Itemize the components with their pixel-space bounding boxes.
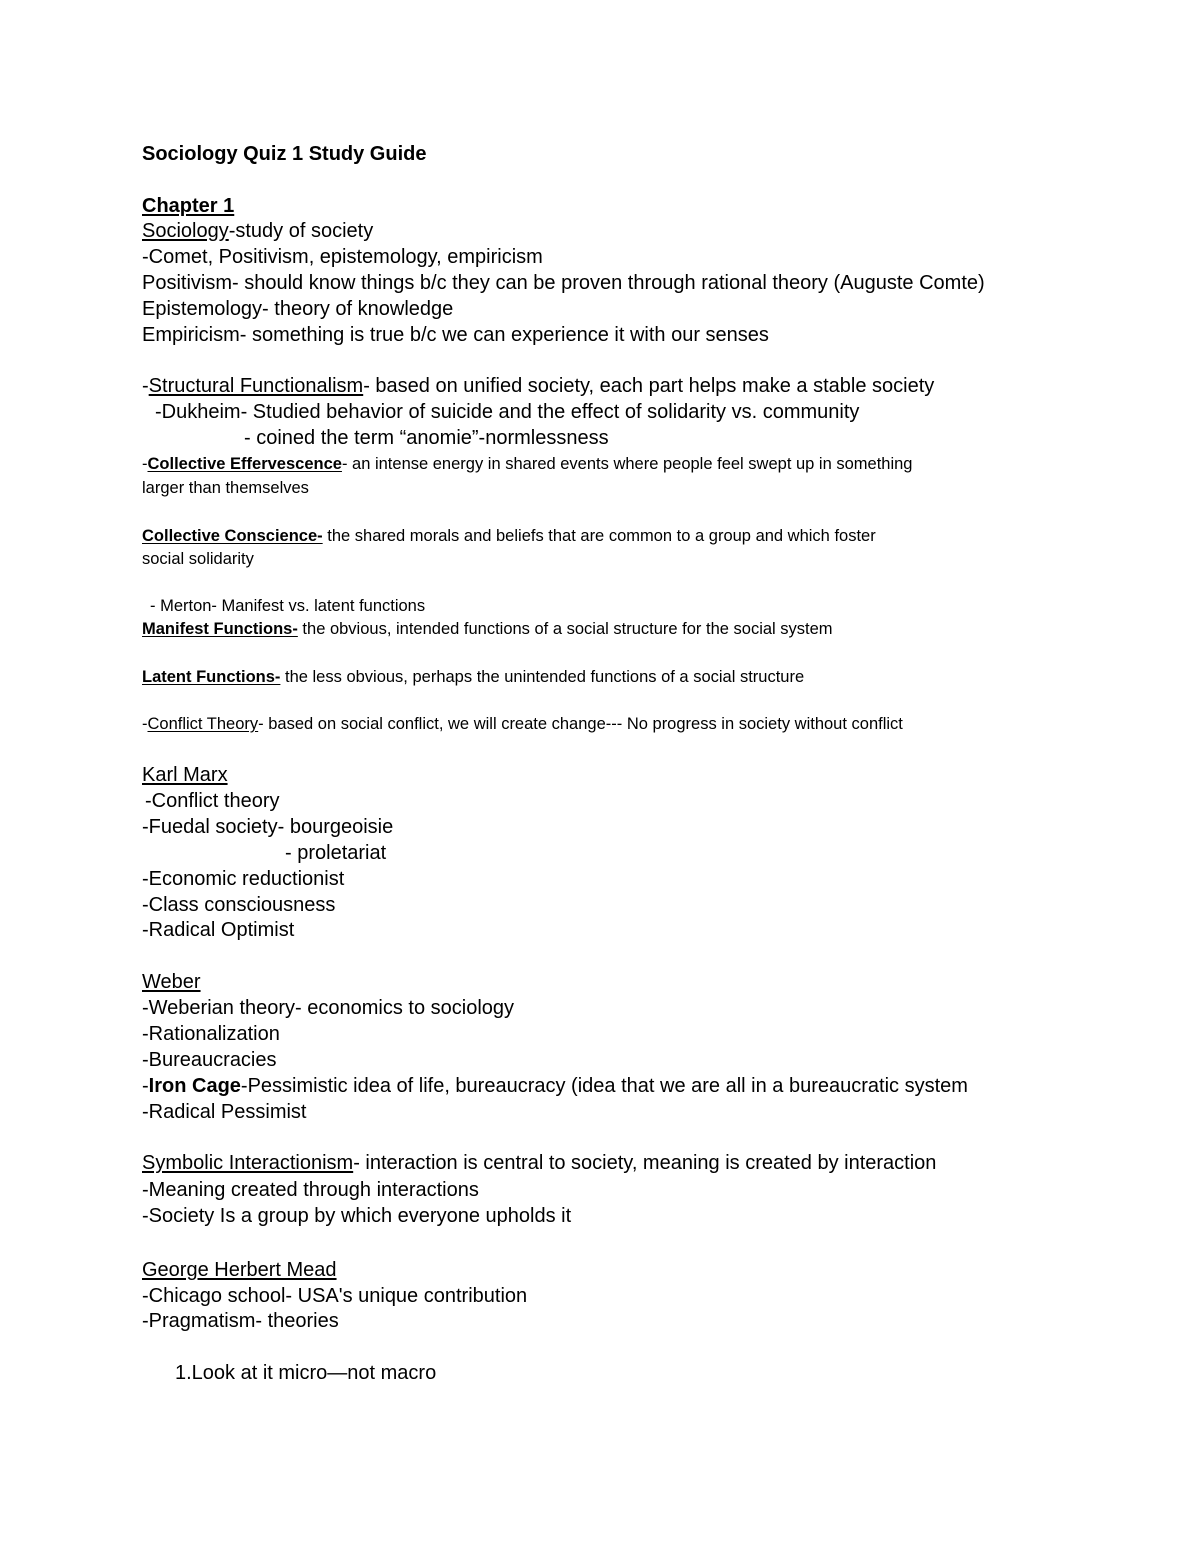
- latent-line: [142, 666, 804, 688]
- sociology-line: [142, 219, 373, 243]
- effervescence-cont: larger than themselves: [142, 479, 309, 497]
- conscience-line: [142, 525, 876, 547]
- symbolic-item: -Meaning created through interactions: [142, 1179, 479, 1201]
- mead-numbered-item: 1.Look at it micro—not macro: [175, 1362, 437, 1384]
- conflict-term: Conflict Theory: [147, 715, 259, 733]
- marx-item: -Class consciousness: [142, 894, 336, 916]
- structural-dash: -: [142, 375, 149, 397]
- structural-def: - based on unified society, each part helps make a stable society: [363, 375, 935, 397]
- weber-item: -Rationalization: [142, 1023, 280, 1045]
- symbolic-def: - interaction is central to society, meaning is created by interaction: [353, 1152, 937, 1174]
- symbolic-line: [142, 1151, 936, 1175]
- durkheim-line: -Dukheim- Studied behavior of suicide and the effect of solidarity vs. community: [155, 401, 860, 423]
- effervescence-line: [142, 453, 912, 475]
- epistemology-line: Epistemology- theory of knowledge: [142, 298, 454, 320]
- conflict-theory-line: [142, 713, 903, 735]
- symbolic-item: -Society Is a group by which everyone upholds it: [142, 1205, 572, 1227]
- effervescence-term: Collective Effervescence: [147, 455, 342, 473]
- structural-term: Structural Functionalism: [148, 375, 364, 397]
- positivism-line: Positivism- should know things b/c they can be proven through rational theory (Auguste Comte): [142, 272, 985, 294]
- conscience-term: Collective Conscience-: [142, 527, 323, 545]
- latent-def: the less obvious, perhaps the unintended functions of a social structure: [280, 668, 805, 686]
- mead-item: -Pragmatism- theories: [142, 1310, 339, 1332]
- manifest-term: Manifest Functions-: [142, 620, 298, 638]
- marx-item: - proletariat: [285, 842, 387, 864]
- conscience-cont: social solidarity: [142, 550, 254, 568]
- latent-term: Latent Functions-: [142, 668, 281, 686]
- empiricism-line: Empiricism- something is true b/c we can experience it with our senses: [142, 324, 769, 346]
- conflict-def: - based on social conflict, we will create change--- No progress in society without conflict: [258, 715, 903, 733]
- symbolic-term: Symbolic Interactionism: [142, 1152, 354, 1174]
- effervescence-def: - an intense energy in shared events where people feel swept up in something: [341, 455, 913, 473]
- iron-cage-term: Iron Cage: [148, 1075, 241, 1097]
- conflict-dash: -: [142, 715, 148, 733]
- manifest-def: the obvious, intended functions of a social structure for the social system: [297, 620, 833, 638]
- marx-heading: Karl Marx: [142, 764, 228, 786]
- marx-item: -Economic reductionist: [142, 868, 345, 890]
- anomie-line: - coined the term “anomie”-normlessness: [244, 427, 609, 449]
- chapter1-list-line: -Comet, Positivism, epistemology, empiricism: [142, 246, 543, 268]
- iron-cage-dash: -: [142, 1075, 149, 1097]
- weber-heading: Weber: [142, 971, 201, 993]
- document-title: Sociology Quiz 1 Study Guide: [142, 143, 427, 165]
- effervescence-dash: -: [142, 455, 148, 473]
- chapter-heading: Chapter 1: [142, 195, 235, 217]
- sociology-def: -study of society: [228, 220, 374, 242]
- marx-item: -Fuedal society- bourgeoisie: [142, 816, 394, 838]
- merton-line: - Merton- Manifest vs. latent functions: [150, 597, 426, 615]
- sociology-term: Sociology: [142, 220, 229, 242]
- weber-item: -Weberian theory- economics to sociology: [142, 997, 515, 1019]
- marx-item: -Radical Optimist: [142, 919, 295, 941]
- manifest-line: [142, 618, 833, 640]
- mead-heading: George Herbert Mead: [142, 1259, 337, 1281]
- marx-item: -Conflict theory: [145, 790, 280, 812]
- structural-functionalism-line: [142, 374, 934, 398]
- weber-item: -Radical Pessimist: [142, 1101, 307, 1123]
- iron-cage-def: -Pessimistic idea of life, bureaucracy (idea that we are all in a bureaucratic system: [240, 1075, 968, 1097]
- mead-item: -Chicago school- USA's unique contribution: [142, 1285, 528, 1307]
- conscience-def: the shared morals and beliefs that are common to a group and which foster: [322, 527, 876, 545]
- iron-cage-line: [142, 1074, 968, 1098]
- weber-item: -Bureaucracies: [142, 1049, 277, 1071]
